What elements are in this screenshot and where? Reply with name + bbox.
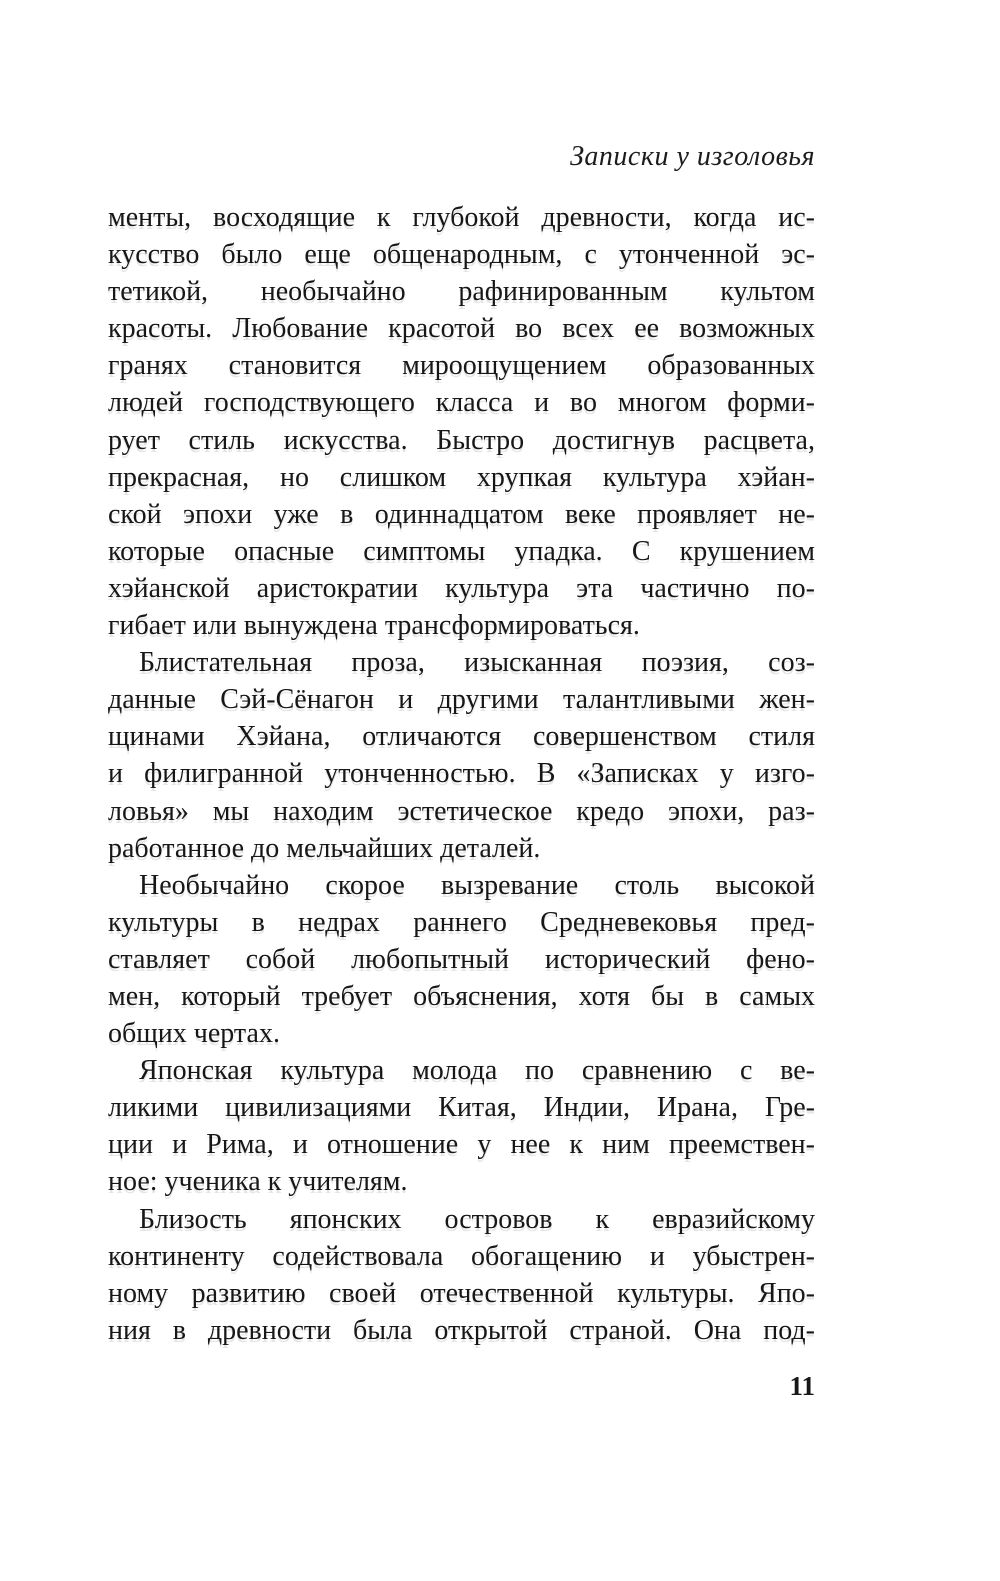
text-line: общих чертах. — [108, 1018, 280, 1050]
text-line: ской эпохи уже в одиннадцатом веке проявляет не- — [108, 498, 815, 530]
running-head: Записки у изголовья — [570, 141, 815, 172]
text-line: и филигранной утонченностью. В «Записках у изго- — [108, 758, 815, 790]
text-line: менты, восходящие к глубокой древности, когда ис- — [108, 202, 815, 233]
text-line: гранях становится мироощущением образованных — [108, 350, 815, 382]
text-line: ному развитию своей отечественной культуры. Япо- — [108, 1277, 815, 1309]
text-line: ликими цивилизациями Китая, Индии, Ирана, Гре- — [108, 1092, 815, 1124]
text-line: ставляет собой любопытный исторический фено- — [108, 943, 815, 975]
text-line: гибает или вынуждена трансформироваться. — [108, 610, 640, 642]
text-line: тетикой, необычайно рафинированным культом — [108, 276, 815, 308]
text-line: которые опасные симптомы упадка. С крушением — [108, 535, 815, 567]
text-line: работанное до мельчайших деталей. — [108, 832, 541, 864]
text-line: данные Сэй-Сёнагон и другими талантливыми жен- — [108, 684, 815, 716]
text-line: красоты. Любование красотой во всех ее возможных — [108, 313, 815, 345]
text-line: мен, который требует объяснения, хотя бы в самых — [108, 980, 815, 1012]
body-text — [108, 199, 815, 1349]
text-line: рует стиль искусства. Быстро достигнув расцвета, — [108, 424, 815, 456]
text-line: культуры в недрах раннего Средневековья пред- — [108, 906, 815, 938]
text-line: Необычайно скорое вызревание столь высокой — [139, 869, 815, 901]
page-number: 11 — [789, 1371, 815, 1401]
text-line: ное: ученика к учителям. — [108, 1166, 408, 1198]
text-line: Блистательная проза, изысканная поэзия, соз- — [139, 647, 815, 679]
text-line: кусство было еще общенародным, с утонченной эс- — [108, 239, 815, 271]
text-line: Близость японских островов к евразийскому — [139, 1203, 815, 1235]
text-line: хэйанской аристократии культура эта частично по- — [108, 572, 815, 604]
text-line: ния в древности была открытой страной. Она под- — [108, 1314, 815, 1346]
text-line: людей господствующего класса и во многом форми- — [108, 387, 815, 419]
text-line: ции и Рима, и отношение у нее к ним преемствен- — [108, 1129, 815, 1161]
text-line: прекрасная, но слишком хрупкая культура хэйан- — [108, 461, 815, 493]
text-line: континенту содействовала обогащению и убыстрен- — [108, 1240, 815, 1272]
text-line: щинами Хэйана, отличаются совершенством стиля — [108, 721, 815, 753]
text-line: ловья» мы находим эстетическое кредо эпохи, раз- — [108, 795, 815, 827]
text-line: Японская культура молода по сравнению с ве- — [139, 1055, 815, 1087]
